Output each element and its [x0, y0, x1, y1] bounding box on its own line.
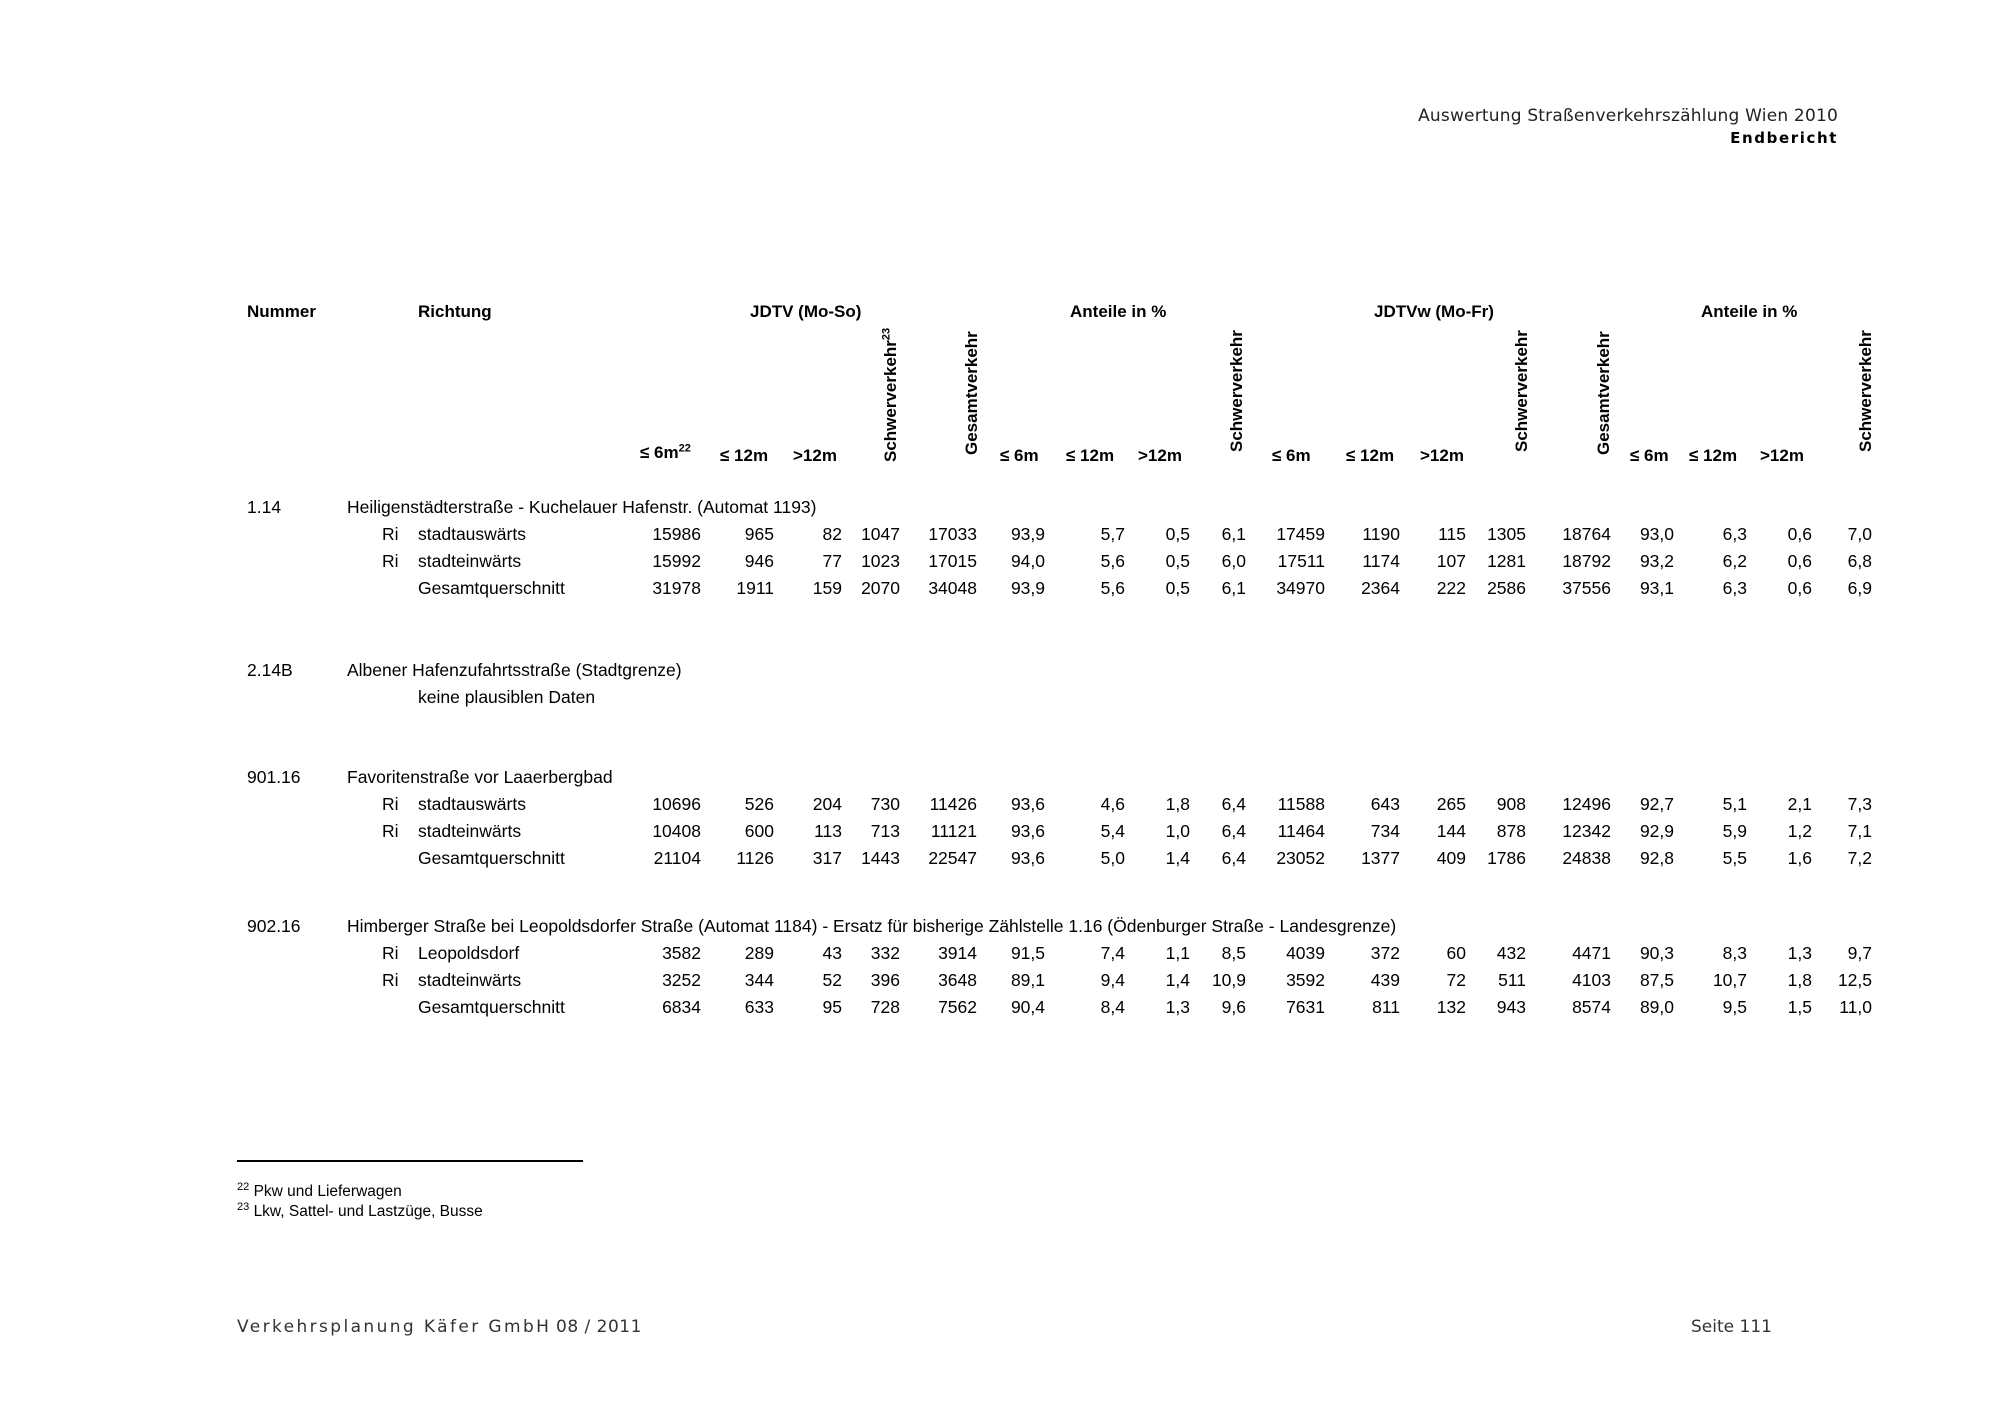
table-cell: 0,5: [1165, 578, 1190, 598]
column-header-le12m-anteile1: ≤ 12m: [1066, 446, 1115, 465]
column-header-gt12m-jdtvw: >12m: [1420, 446, 1464, 465]
table-cell: 965: [744, 524, 774, 544]
table-cell: 89,0: [1639, 997, 1674, 1017]
table-cell: 7631: [1286, 997, 1325, 1017]
column-header-le6m-anteile1: ≤ 6m: [1000, 446, 1039, 465]
table-cell: 21104: [653, 848, 701, 868]
table-cell: 908: [1496, 794, 1526, 814]
table-cell: 91,5: [1010, 943, 1045, 963]
table-cell: 94,0: [1010, 551, 1045, 571]
table-cell: 92,9: [1639, 821, 1674, 841]
table-cell: 2586: [1487, 578, 1526, 598]
section-header: [0, 660, 2000, 687]
table-cell: 52: [822, 970, 842, 990]
table-cell: 289: [744, 943, 774, 963]
table-cell: 1047: [861, 524, 900, 544]
table-cell: 6,4: [1221, 848, 1246, 868]
table-cell: 344: [744, 970, 774, 990]
table-cell: 93,9: [1010, 524, 1045, 544]
table-cell: 3648: [938, 970, 977, 990]
table-row: [0, 551, 2000, 578]
document-subtitle: Endbericht: [1730, 129, 1838, 147]
row-prefix: Ri: [382, 970, 399, 990]
table-cell: 811: [1372, 997, 1400, 1017]
section-title: Albener Hafenzufahrtsstraße (Stadtgrenze): [347, 660, 682, 680]
table-cell: 2364: [1361, 578, 1400, 598]
table-cell: 3582: [662, 943, 701, 963]
column-header-schwerverkehr-4: Schwerverkehr: [1856, 330, 1875, 452]
table-cell: 943: [1496, 997, 1526, 1017]
table-cell: 9,7: [1847, 943, 1872, 963]
column-header-jdtvw: JDTVw (Mo-Fr): [1374, 302, 1494, 321]
row-prefix: Ri: [382, 794, 399, 814]
table-cell: 5,4: [1100, 821, 1125, 841]
table-cell: 6,3: [1722, 578, 1747, 598]
table-cell: 8574: [1572, 997, 1611, 1017]
column-header-schwerverkehr-3: Schwerverkehr: [1512, 330, 1531, 452]
table-cell: 10,7: [1712, 970, 1747, 990]
table-cell: 93,0: [1639, 524, 1674, 544]
table-cell: 34048: [928, 578, 977, 598]
section-number: 902.16: [247, 916, 301, 936]
footnote-23: $^{23}$ Lkw, Sattel- und Lastzüge, Busse: [237, 1200, 483, 1220]
table-cell: 3252: [662, 970, 701, 990]
table-cell: 0,6: [1787, 551, 1812, 571]
table-cell: 17015: [928, 551, 977, 571]
table-cell: 22547: [928, 848, 977, 868]
table-cell: 5,5: [1722, 848, 1747, 868]
table-cell: 93,9: [1010, 578, 1045, 598]
row-label: Leopoldsdorf: [418, 943, 520, 963]
column-header-anteile-1: Anteile in %: [1070, 302, 1167, 321]
table-cell: 6,4: [1221, 821, 1246, 841]
table-cell: 878: [1496, 821, 1526, 841]
table-cell: 1,3: [1165, 997, 1190, 1017]
table-cell: 72: [1446, 970, 1466, 990]
table-cell: 77: [822, 551, 842, 571]
section-title: Himberger Straße bei Leopoldsdorfer Straße (Automat 1184) - Ersatz für bisherige Zählstelle 1.16 (Ödenburger Straße - Landesgrenze): [347, 916, 1397, 936]
table-cell: 734: [1370, 821, 1400, 841]
table-cell: 1377: [1361, 848, 1400, 868]
table-cell: 643: [1370, 794, 1400, 814]
table-cell: 144: [1436, 821, 1466, 841]
table-cell: 6,9: [1847, 578, 1872, 598]
table-cell: 92,8: [1639, 848, 1674, 868]
table-cell: 93,1: [1639, 578, 1674, 598]
footnote-22: $^{22}$ Pkw und Lieferwagen: [237, 1180, 402, 1200]
column-header-anteile-2: Anteile in %: [1701, 302, 1798, 321]
table-cell: 1023: [861, 551, 900, 571]
section-number: 901.16: [247, 767, 301, 787]
footnote-separator: [237, 1160, 583, 1162]
section-note: keine plausiblen Daten: [418, 687, 596, 707]
table-cell: 1190: [1362, 524, 1400, 544]
row-label: Gesamtquerschnitt: [418, 997, 565, 1017]
column-header-gesamtverkehr-1: Gesamtverkehr: [962, 331, 981, 455]
table-cell: 432: [1496, 943, 1526, 963]
table-cell: 7,2: [1847, 848, 1872, 868]
table-cell: 4039: [1286, 943, 1325, 963]
table-cell: 43: [822, 943, 842, 963]
table-cell: 6,1: [1221, 578, 1246, 598]
column-header-jdtv: JDTV (Mo-So): [750, 302, 862, 321]
column-header-gesamtverkehr-2: Gesamtverkehr: [1594, 331, 1613, 455]
table-cell: 633: [744, 997, 774, 1017]
table-cell: 1,2: [1787, 821, 1812, 841]
table-cell: 93,6: [1010, 794, 1045, 814]
column-header-richtung: Richtung: [418, 302, 492, 321]
table-cell: 1,4: [1165, 970, 1190, 990]
row-prefix: Ri: [382, 551, 399, 571]
section-header: [0, 767, 2000, 794]
table-cell: 10408: [652, 821, 701, 841]
table-cell: 93,6: [1010, 821, 1045, 841]
table-cell: 11588: [1277, 794, 1325, 814]
table-cell: 1786: [1487, 848, 1526, 868]
table-cell: 372: [1370, 943, 1400, 963]
table-cell: 4471: [1572, 943, 1611, 963]
table-cell: 8,3: [1722, 943, 1747, 963]
section-title: Heiligenstädterstraße - Kuchelauer Hafenstr. (Automat 1193): [347, 497, 817, 517]
row-prefix: Ri: [382, 524, 399, 544]
table-cell: 7,0: [1847, 524, 1872, 544]
table-cell: 90,3: [1639, 943, 1674, 963]
table-cell: 4103: [1572, 970, 1611, 990]
table-cell: 317: [812, 848, 842, 868]
column-header-le6m-anteile2: ≤ 6m: [1630, 446, 1669, 465]
table-cell: 5,0: [1100, 848, 1125, 868]
section-number: 2.14B: [247, 660, 293, 680]
table-cell: 60: [1446, 943, 1466, 963]
table-cell: 12,5: [1837, 970, 1872, 990]
table-cell: 107: [1436, 551, 1466, 571]
row-label: stadtauswärts: [418, 524, 526, 544]
table-cell: 222: [1436, 578, 1466, 598]
table-cell: 1281: [1487, 551, 1526, 571]
table-cell: 10,9: [1211, 970, 1246, 990]
table-cell: 2,1: [1787, 794, 1812, 814]
table-row: [0, 997, 2000, 1024]
table-cell: 23052: [1276, 848, 1325, 868]
table-cell: 3914: [938, 943, 977, 963]
table-cell: 87,5: [1639, 970, 1674, 990]
table-cell: 9,4: [1100, 970, 1125, 990]
table-cell: 11426: [929, 794, 977, 814]
table-cell: 9,6: [1221, 997, 1246, 1017]
column-header-le12m-jdtv: ≤ 12m: [720, 446, 769, 465]
section-note-row: [0, 687, 2000, 714]
column-header-le6m-jdtv: ≤ $6m^{22}$: [640, 442, 691, 462]
table-cell: 1,8: [1787, 970, 1812, 990]
table-cell: 332: [870, 943, 900, 963]
table-cell: 17511: [1277, 551, 1325, 571]
table-cell: 89,1: [1010, 970, 1045, 990]
table-cell: 7,3: [1847, 794, 1872, 814]
row-label: Gesamtquerschnitt: [418, 578, 565, 598]
row-prefix: Ri: [382, 821, 399, 841]
section-title: Favoritenstraße vor Laaerbergbad: [347, 767, 613, 787]
table-cell: 159: [812, 578, 842, 598]
table-cell: 37556: [1562, 578, 1611, 598]
table-row: [0, 794, 2000, 821]
footer-company: Verkehrsplanung Käfer GmbH: [237, 1317, 552, 1337]
section-header: [0, 916, 2000, 943]
table-cell: 204: [812, 794, 842, 814]
table-cell: 6834: [662, 997, 701, 1017]
table-cell: 6,3: [1722, 524, 1747, 544]
table-cell: 946: [744, 551, 774, 571]
table-cell: 7,1: [1847, 821, 1872, 841]
table-cell: 0,5: [1165, 551, 1190, 571]
table-cell: 1,5: [1787, 997, 1812, 1017]
row-label: stadtauswärts: [418, 794, 526, 814]
column-header-schwerverkehr-1: Schwerverkehr$^{23}$: [880, 327, 900, 462]
table-cell: 11464: [1277, 821, 1325, 841]
table-cell: 12342: [1562, 821, 1611, 841]
table-cell: 8,5: [1221, 943, 1246, 963]
table-cell: 6,2: [1722, 551, 1747, 571]
table-cell: 4,6: [1100, 794, 1125, 814]
table-cell: 93,6: [1010, 848, 1045, 868]
table-cell: 0,5: [1165, 524, 1190, 544]
column-header-le12m-anteile2: ≤ 12m: [1689, 446, 1738, 465]
section-header: [0, 497, 2000, 524]
table-cell: 1,0: [1165, 821, 1190, 841]
column-header-schwerverkehr-2: Schwerverkehr: [1227, 330, 1246, 452]
table-cell: 6,8: [1847, 551, 1872, 571]
table-cell: 113: [814, 821, 842, 841]
table-cell: 5,1: [1722, 794, 1747, 814]
table-cell: 34970: [1276, 578, 1325, 598]
row-label: Gesamtquerschnitt: [418, 848, 565, 868]
table-row: [0, 578, 2000, 605]
column-header-le12m-jdtvw: ≤ 12m: [1346, 446, 1395, 465]
footer-page-number: Seite 111: [1691, 1317, 1772, 1337]
table-cell: 93,2: [1639, 551, 1674, 571]
table-cell: 600: [744, 821, 774, 841]
table-cell: 409: [1436, 848, 1466, 868]
column-header-gt12m-anteile1: >12m: [1138, 446, 1182, 465]
table-cell: 5,9: [1722, 821, 1747, 841]
column-header-le6m-jdtvw: ≤ 6m: [1272, 446, 1311, 465]
table-cell: 728: [870, 997, 900, 1017]
document-title: Auswertung Straßenverkehrszählung Wien 2010: [1418, 106, 1838, 126]
table-cell: 5,7: [1100, 524, 1125, 544]
table-cell: 15986: [652, 524, 701, 544]
row-label: stadteinwärts: [418, 821, 522, 841]
table-cell: 11,0: [1839, 997, 1872, 1017]
table-cell: 31978: [652, 578, 701, 598]
table-cell: 24838: [1562, 848, 1611, 868]
table-cell: 9,5: [1722, 997, 1747, 1017]
table-cell: 730: [870, 794, 900, 814]
table-cell: 1911: [736, 578, 774, 598]
table-cell: 17033: [928, 524, 977, 544]
table-cell: 265: [1436, 794, 1466, 814]
table-cell: 11121: [930, 821, 977, 841]
table-cell: 6,4: [1221, 794, 1246, 814]
table-cell: 511: [1498, 970, 1526, 990]
table-cell: 7,4: [1100, 943, 1125, 963]
table-cell: 1174: [1362, 551, 1400, 571]
row-label: stadteinwärts: [418, 970, 522, 990]
table-cell: 439: [1370, 970, 1400, 990]
table-cell: 115: [1438, 524, 1466, 544]
table-cell: 90,4: [1010, 997, 1045, 1017]
column-header-gt12m-anteile2: >12m: [1760, 446, 1804, 465]
table-cell: 396: [870, 970, 900, 990]
table-cell: 92,7: [1639, 794, 1674, 814]
table-cell: 3592: [1286, 970, 1325, 990]
table-cell: 18764: [1562, 524, 1611, 544]
table-cell: 1126: [736, 848, 774, 868]
table-cell: 15992: [652, 551, 701, 571]
table-cell: 95: [822, 997, 842, 1017]
table-cell: 1,3: [1787, 943, 1812, 963]
table-cell: 7562: [938, 997, 977, 1017]
table-cell: 6,0: [1221, 551, 1246, 571]
table-cell: 6,1: [1221, 524, 1246, 544]
table-cell: 2070: [861, 578, 900, 598]
table-cell: 1443: [861, 848, 900, 868]
table-cell: 132: [1436, 997, 1466, 1017]
footer-date: 08 / 2011: [556, 1317, 642, 1337]
table-row: [0, 970, 2000, 997]
table-cell: 1,1: [1165, 943, 1190, 963]
table-row: [0, 848, 2000, 875]
column-header-gt12m-jdtv: >12m: [793, 446, 837, 465]
table-row: [0, 524, 2000, 551]
table-cell: 12496: [1562, 794, 1611, 814]
table-cell: 0,6: [1787, 524, 1812, 544]
section-number: 1.14: [247, 497, 282, 517]
table-cell: 5,6: [1100, 551, 1125, 571]
row-label: stadteinwärts: [418, 551, 522, 571]
table-cell: 1305: [1487, 524, 1526, 544]
column-header-nummer: Nummer: [247, 302, 316, 321]
table-cell: 18792: [1562, 551, 1611, 571]
table-cell: 8,4: [1100, 997, 1125, 1017]
table-cell: 1,4: [1165, 848, 1190, 868]
table-cell: 0,6: [1787, 578, 1812, 598]
row-prefix: Ri: [382, 943, 399, 963]
table-cell: 10696: [652, 794, 701, 814]
table-cell: 5,6: [1100, 578, 1125, 598]
table-cell: 1,6: [1787, 848, 1812, 868]
table-cell: 1,8: [1165, 794, 1190, 814]
table-row: [0, 943, 2000, 970]
table-row: [0, 821, 2000, 848]
table-cell: 82: [822, 524, 842, 544]
table-cell: 17459: [1276, 524, 1325, 544]
table-cell: 526: [744, 794, 774, 814]
table-cell: 713: [870, 821, 900, 841]
